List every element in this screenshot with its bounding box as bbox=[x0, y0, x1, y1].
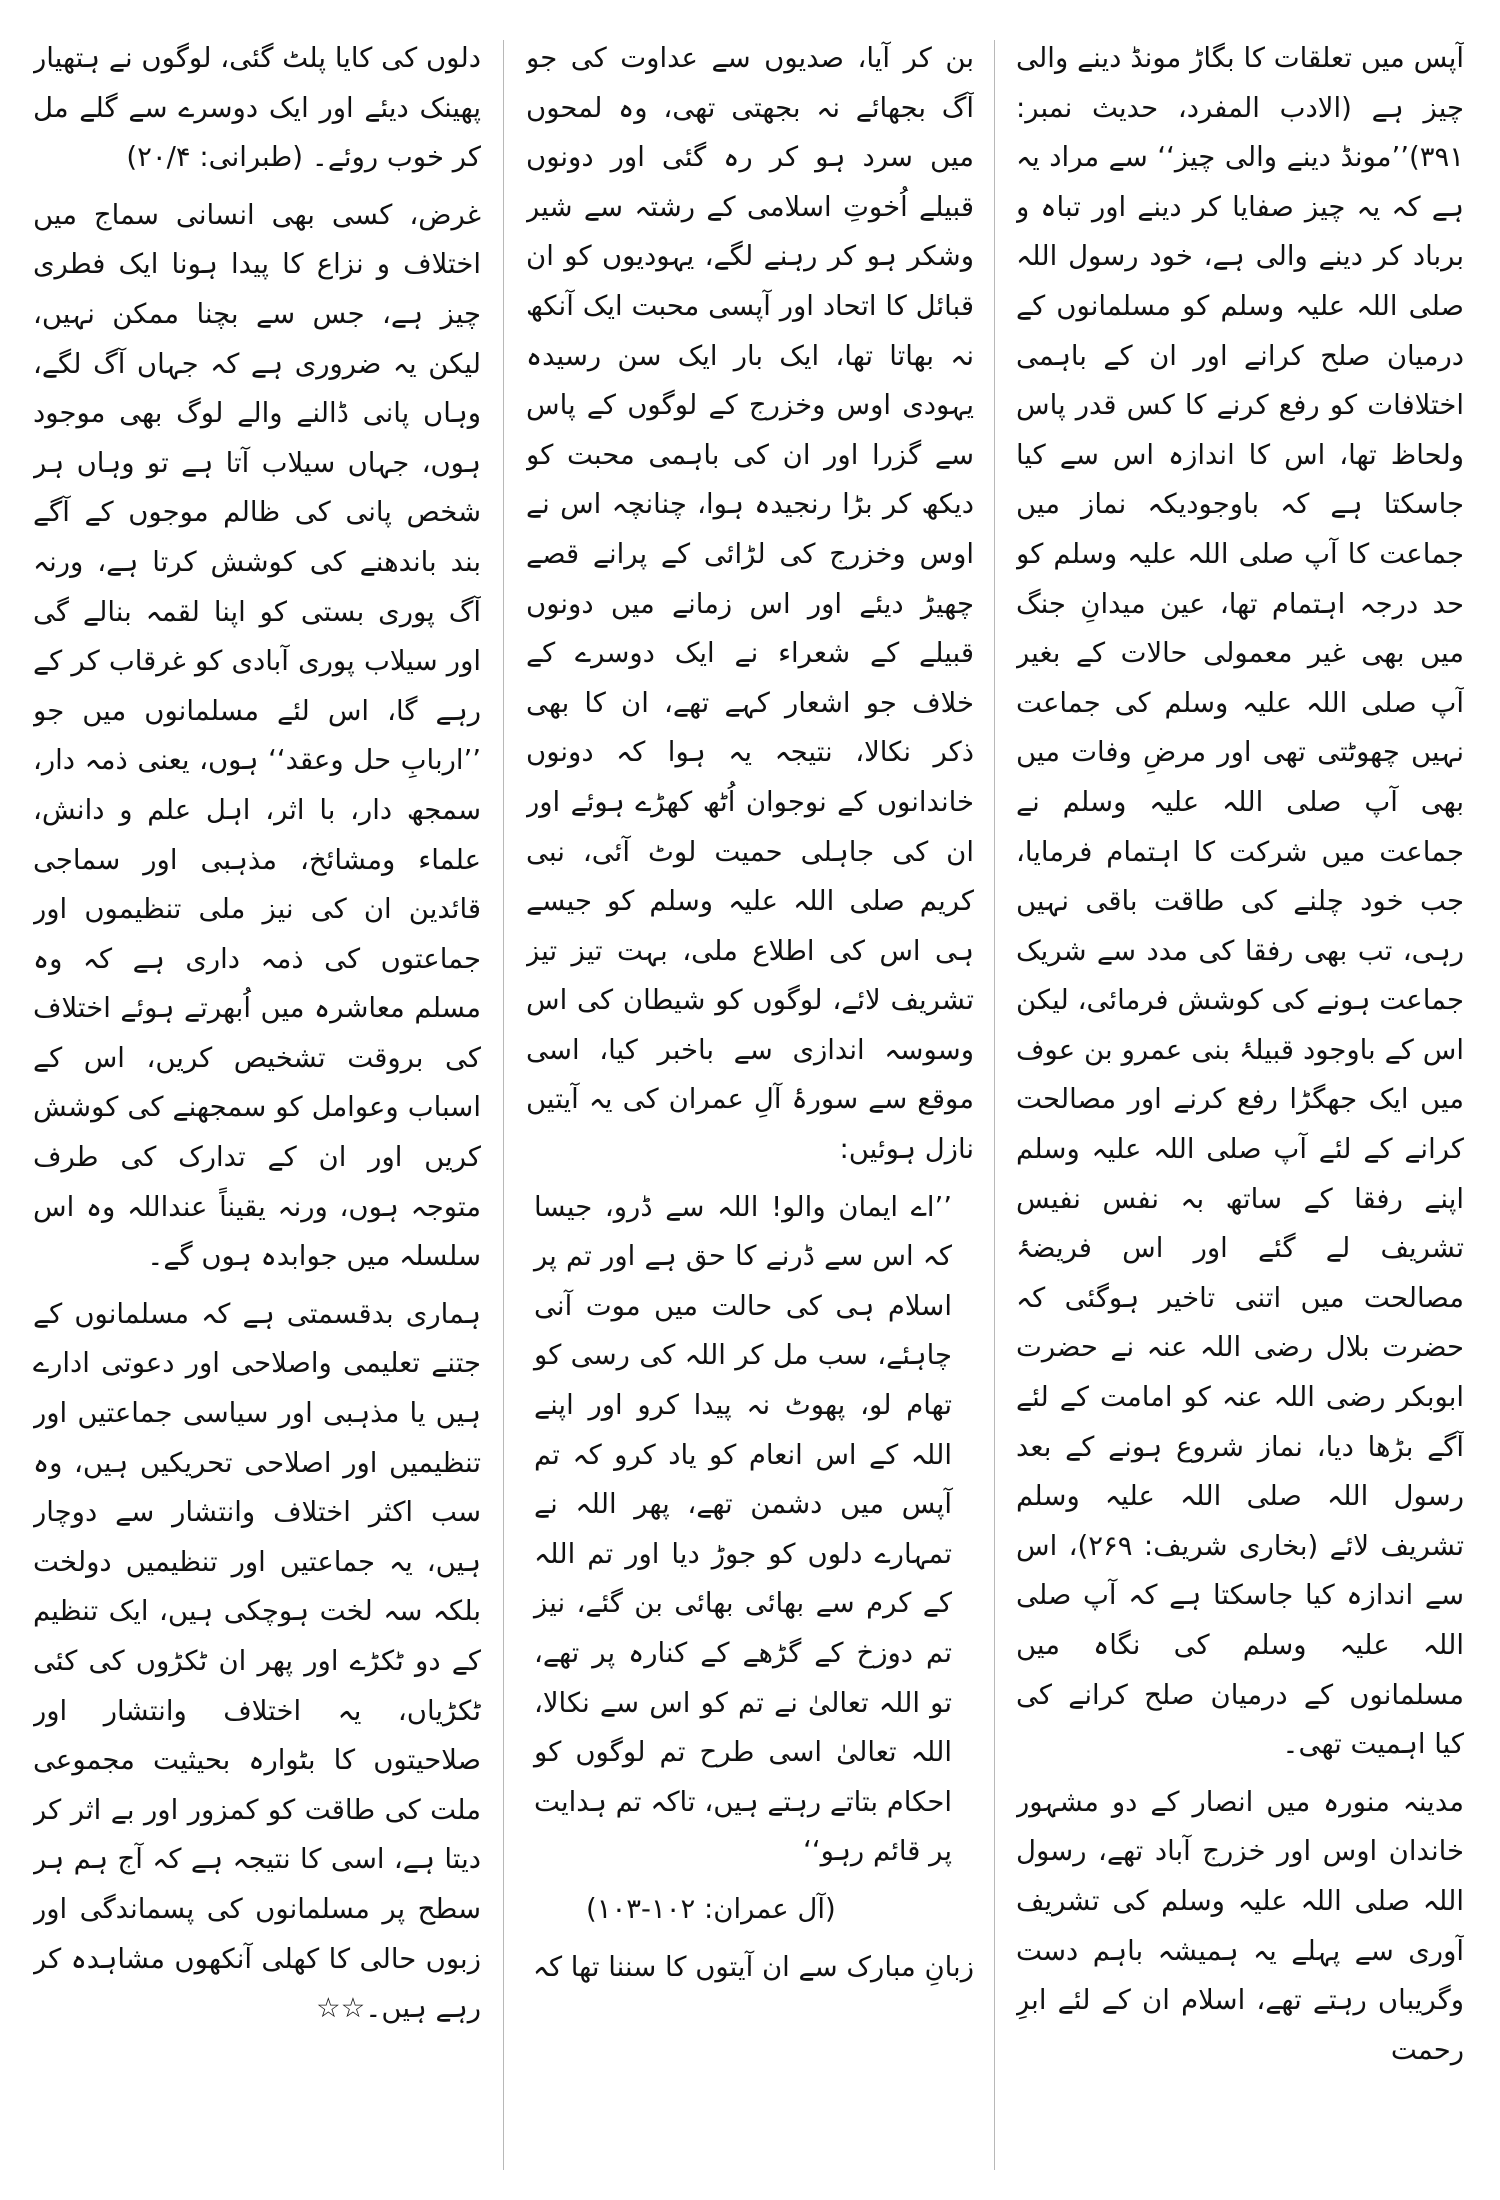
quote-reference: (آل عمران: ۱۰۲-۱۰۳) bbox=[586, 1892, 836, 1925]
column-divider bbox=[994, 40, 995, 2170]
column-left bbox=[33, 34, 481, 2184]
paragraph: دلوں کی کایا پلٹ گئی، لوگوں نے ہتھیار پھینک دیئے اور ایک دوسرے سے گلے مل کر خوب روئے۔ (طبرانی: ۲۰/۴) bbox=[33, 42, 481, 174]
column-right bbox=[1016, 34, 1464, 2184]
column-divider bbox=[503, 40, 504, 2170]
paragraph: مدینہ منورہ میں انصار کے دو مشہور خاندان اوس اور خزرج آباد تھے، رسول اللہ صلی اللہ علیہ وسلم کی تشریف آوری سے پہلے یہ ہمیشہ باہم دست وگریباں رہتے تھے، اسلام ان کے لئے ابرِ رحمت bbox=[1016, 1785, 1464, 2066]
paragraph: آپس میں تعلقات کا بگاڑ مونڈ دینے والی چیز ہے (الادب المفرد، حدیث نمبر: ۳۹۱)’’مونڈ دینے والی چیز‘‘ سے مراد یہ ہے کہ یہ چیز صفایا کر دینے اور تباہ و برباد کر دینے والی ہے، خود رسول اللہ صلی اللہ علیہ وسلم کو مسلمانوں کے درمیان صلح کرانے اور ان کے باہمی اختلافات کو رفع کرنے کا کس قدر پاس ولحاظ تھا، اس کا اندازہ اس سے کیا جاسکتا ہے کہ باوجودیکہ نماز میں جماعت کا آپ صلی اللہ علیہ وسلم کو حد درجہ اہتمام تھا، عین میدانِ جنگ میں بھی غیر معمولی حالات کے بغیر آپ صلی اللہ علیہ وسلم کی جماعت نہیں چھوٹتی تھی اور مرضِ وفات میں بھی آپ صلی اللہ علیہ وسلم نے جماعت میں شرکت کا اہتمام فرمایا، جب خود چلنے کی طاقت باقی نہیں رہی، تب بھی رفقا کی مدد سے شریک جماعت ہونے کی کوشش فرمائی، لیکن اس کے باوجود قبیلۂ بنی عمرو بن عوف میں ایک جھگڑا رفع کرنے اور مصالحت کرانے کے لئے آپ صلی اللہ علیہ وسلم اپنے رفقا کے ساتھ بہ نفس نفیس تشریف لے گئے اور اس فریضۂ مصالحت میں اتنی تاخیر ہوگئی کہ حضرت بلال رضی اللہ عنہ نے حضرت ابوبکر رضی اللہ عنہ کو امامت کے لئے آگے بڑھا دیا، نماز شروع ہونے کے بعد رسول اللہ صلی اللہ علیہ وسلم تشریف لائے (بخاری شریف: ۲۶۹)، اس سے اندازہ کیا جاسکتا ہے کہ آپ صلی اللہ علیہ وسلم کی نگاہ میں مسلمانوں کے درمیان صلح کرانے کی کیا اہمیت تھی۔ bbox=[1016, 42, 1464, 1761]
paragraph: غرض، کسی بھی انسانی سماج میں اختلاف و نزاع کا پیدا ہونا ایک فطری چیز ہے، جس سے بچنا ممکن نہیں، لیکن یہ ضروری ہے کہ جہاں آگ لگے، وہاں پانی ڈالنے والے لوگ بھی موجود ہوں، جہاں سیلاب آتا ہے تو وہاں ہر شخص پانی کی ظالم موجوں کے آگے بند باندھنے کی کوشش کرتا ہے، ورنہ آگ پوری بستی کو اپنا لقمہ بنالے گی اور سیلاب پوری آبادی کو غرقاب کر کے رہے گا، اس لئے مسلمانوں میں جو ’’اربابِ حل وعقد‘‘ ہوں، یعنی ذمہ دار، سمجھ دار، با اثر، اہل علم و دانش، علماء ومشائخ، مذہبی اور سماجی قائدین ان کی نیز ملی تنظیموں اور جماعتوں کی ذمہ داری ہے کہ وہ مسلم معاشرہ میں اُبھرتے ہوئے اختلاف کی بروقت تشخیص کریں، اس کے اسباب وعوامل کو سمجھنے کی کوشش کریں اور ان کے تدارک کی طرف متوجہ ہوں، ورنہ یقیناً عنداللہ وہ اس سلسلہ میں جوابدہ ہوں گے۔ bbox=[33, 198, 481, 1273]
paragraph: بن کر آیا، صدیوں سے عداوت کی جو آگ بجھائے نہ بجھتی تھی، وہ لمحوں میں سرد ہو کر رہ گئی اور دونوں قبیلے اُخوتِ اسلامی کے رشتہ سے شیر وشکر ہو کر رہنے لگے، یہودیوں کو ان قبائل کا اتحاد اور آپسی محبت ایک آنکھ نہ بھاتا تھا، ایک بار ایک سن رسیدہ یہودی اوس وخزرج کے لوگوں کے پاس سے گزرا اور ان کی باہمی محبت کو دیکھ کر بڑا رنجیدہ ہوا، چنانچہ اس نے اوس وخزرج کی لڑائی کے پرانے قصے چھیڑ دیئے اور اس زمانے میں دونوں قبیلے کے شعراء نے ایک دوسرے کے خلاف جو اشعار کہے تھے، ان کا بھی ذکر نکالا، نتیجہ یہ ہوا کہ دونوں خاندانوں کے نوجوان اُٹھ کھڑے ہوئے اور ان کی جاہلی حمیت لوٹ آئی، نبی کریم صلی اللہ علیہ وسلم کو جیسے ہی اس کی اطلاع ملی، بہت تیز تیز تشریف لائے، لوگوں کو شیطان کی اس وسوسہ اندازی سے باخبر کیا، اسی موقع سے سورۂ آلِ عمران کی یہ آیتیں نازل ہوئیں: bbox=[526, 42, 974, 1166]
paragraph: ہماری بدقسمتی ہے کہ مسلمانوں کے جتنے تعلیمی واصلاحی اور دعوتی ادارے ہیں یا مذہبی اور سیاسی جماعتیں اور تنظیمیں اور اصلاحی تحریکیں ہیں، وہ سب اکثر اختلاف وانتشار سے دوچار ہیں، یہ جماعتیں اور تنظیمیں دولخت بلکہ سہ لخت ہوچکی ہیں، ایک تنظیم کے دو ٹکڑے اور پھر ان ٹکڑوں کی کئی ٹکڑیاں، یہ اختلاف وانتشار اور صلاحیتوں کا بٹوارہ بحیثیت مجموعی ملت کی طاقت کو کمزور اور بے اثر کر دیتا ہے، اسی کا نتیجہ ہے کہ آج ہم ہر سطح پر مسلمانوں کی پسماندگی اور زبوں حالی کا کھلی آنکھوں مشاہدہ کر رہے ہیں۔☆☆ bbox=[33, 1297, 481, 2025]
paragraph: زبانِ مبارک سے ان آیتوں کا سننا تھا کہ bbox=[532, 1950, 974, 1983]
quran-quote: ’’اے ایمان والو! اللہ سے ڈرو، جیسا کہ اس سے ڈرنے کا حق ہے اور تم پر اسلام ہی کی حالت میں موت آنی چاہئے، سب مل کر اللہ کی رسی کو تھام لو، پھوٹ نہ پیدا کرو اور اپنے اللہ کے اس انعام کو یاد کرو کہ تم آپس میں دشمن تھے، پھر اللہ نے تمہارے دلوں کو جوڑ دیا اور تم اللہ کے کرم سے بھائی بھائی بن گئے، نیز تم دوزخ کے گڑھے کے کنارہ پر تھے، تو اللہ تعالیٰ نے تم کو اس سے نکالا، اللہ تعالیٰ اسی طرح تم لوگوں کو احکام بتاتے رہتے ہیں، تاکہ تم ہدایت پر قائم رہو‘‘ bbox=[534, 1190, 952, 1868]
column-middle bbox=[526, 34, 974, 2184]
